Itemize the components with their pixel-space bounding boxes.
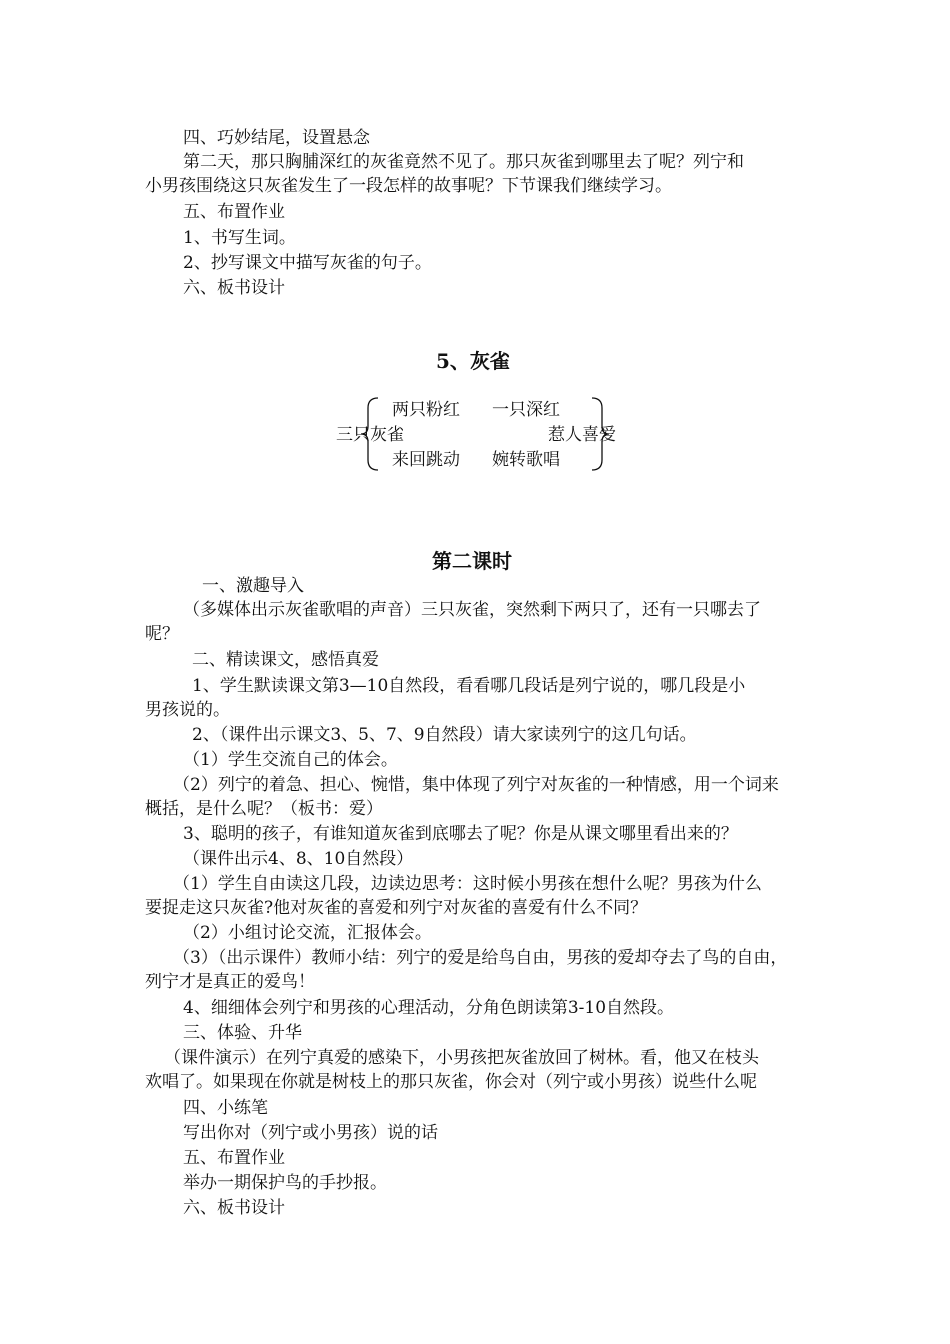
paragraph-line: 呢？: [145, 624, 179, 644]
paragraph-line: 1、学生默读课文第3—10自然段，看看哪几段话是列宁说的，哪几段是小: [192, 676, 746, 696]
board-title: 5、灰雀: [436, 349, 510, 373]
paragraph-line: 2、（课件出示课文3、5、7、9自然段）请大家读列宁的这几句话。: [192, 725, 697, 745]
section-heading-ending: 四、巧妙结尾，设置悬念: [183, 128, 370, 148]
paragraph-line: （1）学生交流自己的体会。: [183, 750, 398, 770]
section-heading-experience: 三、体验、升华: [183, 1023, 302, 1043]
paragraph-line: （3）（出示课件）教师小结：列宁的爱是给鸟自由，男孩的爱却夺去了鸟的自由，: [173, 948, 788, 968]
board-bottom-right: 婉转歌唱: [492, 450, 560, 470]
section-heading-intro: 一、激趣导入: [202, 576, 304, 596]
paragraph-line: 要捉走这只灰雀?他对灰雀的喜爱和列宁对灰雀的喜爱有什么不同？: [145, 898, 648, 918]
board-middle-right: 惹人喜爱: [548, 425, 616, 445]
paragraph-line: 欢唱了。如果现在你就是树枝上的那只灰雀，你会对（列宁或小男孩）说些什么呢: [145, 1072, 757, 1092]
paragraph-line: 写出你对（列宁或小男孩）说的话: [183, 1123, 438, 1143]
paragraph-line: 小男孩围绕这只灰雀发生了一段怎样的故事呢？下节课我们继续学习。: [145, 176, 672, 196]
paragraph-line: （课件演示）在列宁真爱的感染下，小男孩把灰雀放回了树林。看，他又在枝头: [164, 1048, 759, 1068]
lesson2-title: 第二课时: [432, 549, 512, 573]
section-heading-homework: 五、布置作业: [183, 1148, 285, 1168]
paragraph-line: （2）小组讨论交流，汇报体会。: [183, 923, 432, 943]
section-heading-writing: 四、小练笔: [183, 1098, 268, 1118]
board-top-left: 两只粉红: [392, 400, 460, 420]
section-heading-reading: 二、精读课文，感悟真爱: [192, 650, 379, 670]
paragraph-line: （1）学生自由读这几段，边读边思考：这时候小男孩在想什么呢？男孩为什么: [173, 874, 762, 894]
homework-item: 举办一期保护鸟的手抄报。: [183, 1173, 387, 1193]
board-diagram: [330, 396, 640, 472]
homework-item: 2、抄写课文中描写灰雀的句子。: [183, 253, 432, 273]
board-bottom-left: 来回跳动: [392, 450, 460, 470]
paragraph-line: （多媒体出示灰雀歌唱的声音）三只灰雀，突然剩下两只了，还有一只哪去了: [183, 600, 761, 620]
paragraph-line: 概括，是什么呢？（板书：爱）: [145, 799, 383, 819]
section-heading-board: 六、板书设计: [183, 1198, 285, 1218]
paragraph-line: 4、细细体会列宁和男孩的心理活动，分角色朗读第3-10自然段。: [183, 998, 675, 1018]
paragraph-line: 第二天，那只胸脯深红的灰雀竟然不见了。那只灰雀到哪里去了呢？列宁和: [183, 152, 744, 172]
board-middle-left: 三只灰雀: [336, 425, 404, 445]
paragraph-line: 列宁才是真正的爱鸟！: [145, 972, 315, 992]
homework-item: 1、书写生词。: [183, 228, 296, 248]
paragraph-line: （2）列宁的着急、担心、惋惜，集中体现了列宁对灰雀的一种情感，用一个词来: [173, 775, 779, 795]
section-heading-homework: 五、布置作业: [183, 202, 285, 222]
paragraph-line: 3、聪明的孩子，有谁知道灰雀到底哪去了呢？你是从课文哪里看出来的？: [183, 824, 738, 844]
paragraph-line: 男孩说的。: [145, 700, 230, 720]
board-top-right: 一只深红: [492, 400, 560, 420]
paragraph-line: （课件出示4、8、10自然段）: [183, 849, 414, 869]
section-heading-board: 六、板书设计: [183, 278, 285, 298]
